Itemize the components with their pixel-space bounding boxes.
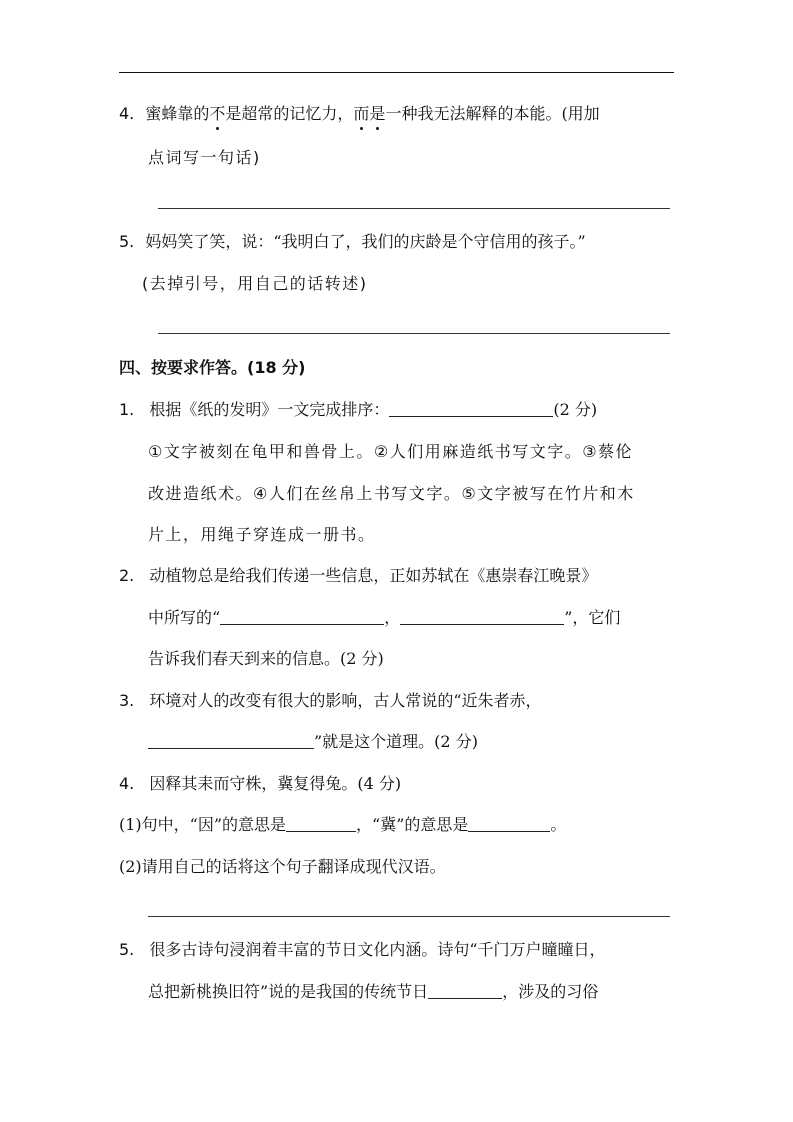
s4-question-2 xyxy=(119,566,597,586)
question-number: 4. xyxy=(119,104,135,123)
question-text: 环境对人的改变有很大的影响，古人常说的“近朱者赤， xyxy=(149,691,542,710)
answer-line[interactable] xyxy=(148,916,670,917)
answer-line[interactable] xyxy=(158,333,670,334)
question-line: ”就是这个道理。(2 分) xyxy=(148,732,478,752)
question-text: 根据《纸的发明》一文完成排序： xyxy=(149,400,390,419)
question-number: 4. xyxy=(119,774,135,793)
question-text: 动植物总是给我们传递一些信息，正如苏轼在《惠崇春江晚景》 xyxy=(149,566,598,585)
question-text: 很多古诗句浸润着丰富的节日文化内涵。诗句“千门万户曈曈日， xyxy=(149,940,606,959)
answer-blank[interactable] xyxy=(428,982,502,999)
score: (2 分) xyxy=(553,400,598,419)
dotted-char: 不 xyxy=(209,104,226,123)
option-line: 片上，用绳子穿连成一册书。 xyxy=(148,525,376,544)
s4-question-4 xyxy=(119,774,401,794)
question-5-prev xyxy=(119,232,586,252)
question-line: 总把新桃换旧符”说的是我国的传统节日 ，涉及的习俗 xyxy=(148,982,599,1001)
question-text: 妈妈笑了笑，说：“我明白了，我们的庆龄是个守信用的孩子。” xyxy=(145,232,586,251)
question-number: 5. xyxy=(119,232,135,251)
answer-blank[interactable] xyxy=(389,400,553,417)
answer-blank[interactable] xyxy=(468,815,550,832)
question-4-prev xyxy=(119,104,600,124)
dotted-char: 而 xyxy=(353,104,370,123)
question-text: 蜜蜂靠的不是超常的记忆力，而是一种我无法解释的本能。(用加 xyxy=(145,104,600,123)
question-line: 中所写的“ ， ”，它们 xyxy=(148,608,621,627)
question-number: 3. xyxy=(119,691,135,710)
question-number: 1. xyxy=(119,400,135,419)
dotted-char: 是 xyxy=(369,104,386,123)
sub-question-1: (1)句中，“因”的意思是 ，“冀”的意思是 。 xyxy=(119,815,567,834)
top-rule xyxy=(119,72,674,73)
question-5-instruction: (去掉引号，用自己的话转述) xyxy=(142,274,368,293)
question-text: 因释其耒而守株，冀复得兔。(4 分) xyxy=(149,774,402,793)
answer-blank[interactable] xyxy=(148,732,314,749)
answer-blank[interactable] xyxy=(286,815,356,832)
question-number: 2. xyxy=(119,566,135,585)
question-4-instruction: 点词写一句话) xyxy=(148,148,261,167)
option-line: ①文字被刻在龟甲和兽骨上。②人们用麻造纸书写文字。③蔡伦 xyxy=(148,442,634,461)
answer-line[interactable] xyxy=(158,208,670,209)
s4-question-1 xyxy=(119,400,597,420)
s4-question-5 xyxy=(119,940,606,960)
sub-question-2: (2)请用自己的话将这个句子翻译成现代汉语。 xyxy=(119,857,446,876)
s4-question-3 xyxy=(119,691,542,711)
question-number: 5. xyxy=(119,940,135,959)
answer-blank[interactable] xyxy=(400,608,564,625)
question-line: 告诉我们春天到来的信息。(2 分) xyxy=(148,649,384,668)
section-heading: 四、按要求作答。(18 分) xyxy=(119,358,306,377)
answer-blank[interactable] xyxy=(220,608,384,625)
option-line: 改进造纸术。④人们在丝帛上书写文字。⑤文字被写在竹片和木 xyxy=(148,484,635,503)
